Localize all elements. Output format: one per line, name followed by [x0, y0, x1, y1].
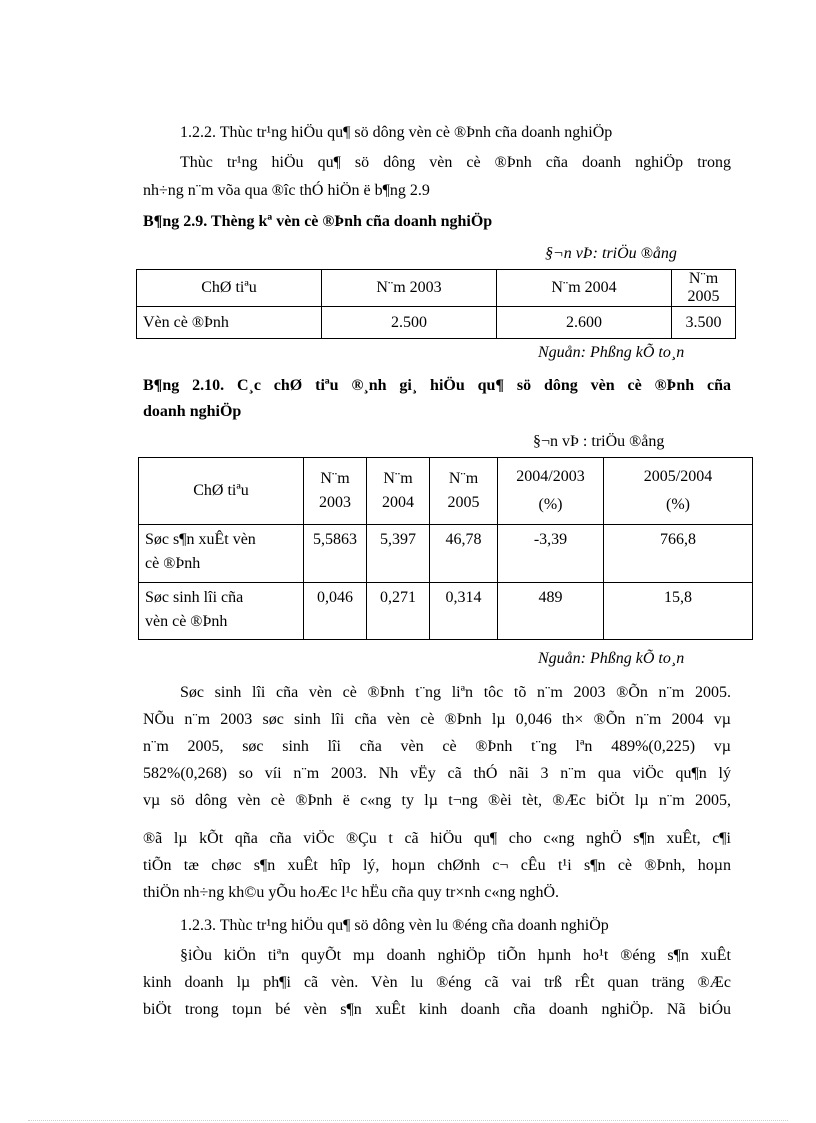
paragraph-1-line-last: thiÖn nh÷ng kh©u yÕu hoÆc l¹c hËu cña quy tr×nh c«ng nghÖ. — [143, 884, 560, 901]
table-row — [139, 583, 753, 640]
table-row — [139, 525, 753, 583]
table-cell: 766,8 — [604, 525, 753, 583]
paragraph-2-line: kinh doanh lµ ph¶i cã vèn. Vèn lu ®éng cã vai trß rÊt quan träng ®Æc — [143, 974, 731, 991]
table-cell: 2.600 — [497, 307, 672, 339]
table-cell: 0,271 — [367, 583, 430, 640]
table-row — [139, 458, 753, 525]
table-2-9 — [136, 269, 736, 339]
table-2-9-source: Nguån: Phßng kÕ to¸n — [538, 344, 685, 361]
table-2-9-unit: §¬n vÞ: triÖu ®ång — [545, 245, 677, 262]
table-cell: -3,39 — [498, 525, 604, 583]
table-header-cell — [304, 458, 367, 525]
header-ratio-bottom: (%) — [666, 496, 690, 513]
table-cell: 15,8 — [604, 583, 753, 640]
table-header-cell: N¨m 2005 — [672, 270, 736, 307]
page-bottom-divider — [28, 1120, 788, 1121]
section-heading-1-2-3: 1.2.3. Thùc tr¹ng hiÖu qu¶ sö dông vèn lu ®éng cña doanh nghiÖp — [180, 917, 609, 934]
table-cell: 489 — [498, 583, 604, 640]
paragraph-1-line: Søc sinh lîi cña vèn cè ®Þnh t¨ng liªn tôc tõ n¨m 2003 ®Õn n¨m 2005. — [180, 684, 731, 701]
table-header-cell: ChØ tiªu — [139, 458, 304, 525]
header-ratio-bottom: (%) — [538, 496, 563, 513]
paragraph-1-line: 582%(0,268) so víi n¨m 2003. Nh vËy cã thÓ nãi 3 n¨m qua viÖc qu¶n lý — [143, 765, 731, 782]
row-label-line-1: Søc sinh lîi cña — [145, 589, 244, 606]
intro-paragraph-line-2: nh÷ng n¨m võa qua ®îc thÓ hiÖn ë b¶ng 2.9 — [143, 182, 430, 199]
header-year-top: N¨m — [320, 470, 350, 487]
paragraph-1-line: NÕu n¨m 2003 søc sinh lîi cña vèn cè ®Þnh lµ 0,046 th× ®Õn n¨m 2004 vµ — [143, 711, 731, 728]
paragraph-2-line: §iÒu kiÖn tiªn quyÕt mµ doanh nghiÖp tiÕn hµnh ho¹t ®éng s¶n xuÊt — [180, 947, 731, 964]
paragraph-2-line: biÖt trong toµn bé vèn s¶n xuÊt kinh doanh cña doanh nghiÖp. Nã biÓu — [143, 1001, 731, 1018]
table-2-9-title: B¶ng 2.9. Thèng kª vèn cè ®Þnh cña doanh nghiÖp — [143, 213, 493, 230]
table-row-label — [139, 525, 304, 583]
header-year-top: N¨m — [448, 470, 479, 487]
table-cell: 5,397 — [367, 525, 430, 583]
header-year-top: N¨m — [383, 470, 413, 487]
table-cell: 0,314 — [430, 583, 498, 640]
header-ratio-top: 2005/2004 — [643, 468, 713, 485]
table-header-cell — [430, 458, 498, 525]
table-cell: 2.500 — [322, 307, 497, 339]
table-2-10 — [138, 457, 753, 640]
header-year-bottom: 2004 — [382, 494, 414, 511]
header-ratio-top: 2004/2003 — [516, 468, 585, 485]
paragraph-1-line: ®ã lµ kÕt qña cña viÖc ®Çu t cã hiÖu qu¶ cho c«ng nghÖ s¶n xuÊt, c¶i — [143, 830, 731, 847]
table-header-cell — [498, 458, 604, 525]
table-row — [137, 270, 736, 307]
section-heading-1-2-2: 1.2.2. Thùc tr¹ng hiÖu qu¶ sö dông vèn cè ®Þnh cña doanh nghiÖp — [180, 124, 613, 141]
table-cell: 3.500 — [672, 307, 736, 339]
table-cell: 5,5863 — [304, 525, 367, 583]
header-year-bottom: 2003 — [319, 494, 351, 511]
table-2-10-title-line-2: doanh nghiÖp — [143, 403, 242, 420]
table-row-label — [139, 583, 304, 640]
table-row — [137, 307, 736, 339]
table-header-cell: N¨m 2004 — [497, 270, 672, 307]
table-header-cell — [604, 458, 753, 525]
table-cell: Vèn cè ®Þnh — [137, 307, 322, 339]
row-label-line-1: Søc s¶n xuÊt vèn — [145, 531, 256, 548]
table-header-cell: ChØ tiªu — [137, 270, 322, 307]
table-header-cell: N¨m 2003 — [322, 270, 497, 307]
intro-paragraph-line-1: Thùc tr¹ng hiÖu qu¶ sö dông vèn cè ®Þnh cña doanh nghiÖp trong — [180, 154, 731, 171]
table-cell: 0,046 — [304, 583, 367, 640]
header-year-bottom: 2005 — [447, 494, 480, 511]
paragraph-1-line: vµ sö dông vèn cè ®Þnh ë c«ng ty lµ t¬ng ®èi tèt, ®Æc biÖt lµ n¨m 2005, — [143, 792, 731, 809]
table-2-10-title-line-1: B¶ng 2.10. C¸c chØ tiªu ®¸nh gi¸ hiÖu qu¶ sö dông vèn cè ®Þnh cña — [143, 377, 731, 394]
table-cell: 46,78 — [430, 525, 498, 583]
paragraph-1-line: tiÕn tæ chøc s¶n xuÊt hîp lý, hoµn chØnh c¬ cÊu t¹i s¶n cè ®Þnh, hoµn — [143, 857, 731, 874]
row-label-line-2: cè ®Þnh — [145, 555, 201, 572]
row-label-line-2: vèn cè ®Þnh — [145, 613, 228, 630]
paragraph-1-line: n¨m 2005, søc sinh lîi cña vèn cè ®Þnh t¨ng lªn 489%(0,225) vµ — [143, 738, 731, 755]
table-2-10-source: Nguån: Phßng kÕ to¸n — [538, 650, 685, 667]
table-header-cell — [367, 458, 430, 525]
table-2-10-unit: §¬n vÞ : triÖu ®ång — [533, 433, 665, 450]
